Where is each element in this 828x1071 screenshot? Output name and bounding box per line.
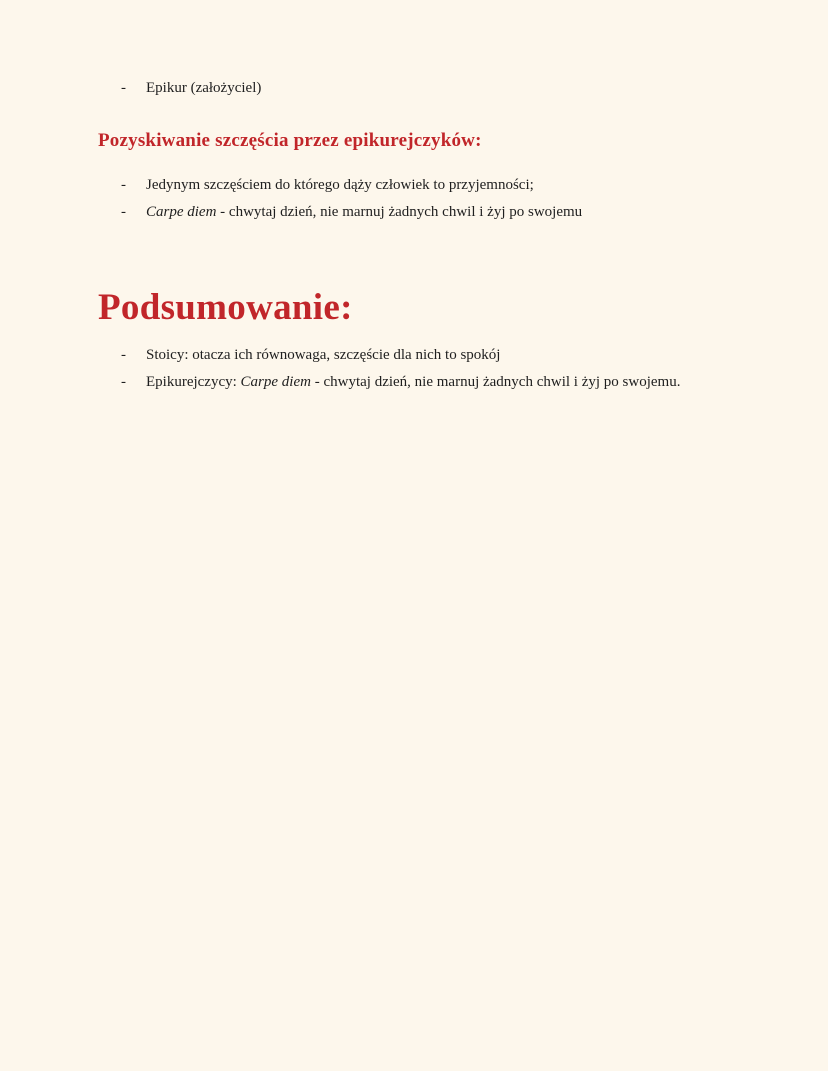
latin-phrase: Carpe diem [146, 204, 217, 220]
bullet-dash: - [121, 347, 126, 363]
list-item-text: Epikur (założyciel) [146, 80, 262, 96]
list-item-text [146, 369, 680, 396]
list-item-rest: - chwytaj dzień, nie marnuj żadnych chwil i żyj po swojemu. [310, 374, 681, 390]
latin-phrase: Carpe diem [240, 374, 311, 390]
list-item-prefix: Epikurejczycy: [146, 374, 241, 390]
bullet-dash: - [121, 177, 126, 193]
bullet-dash: - [121, 204, 126, 220]
bullet-dash: - [121, 80, 126, 96]
list-item-text: Jedynym szczęściem do którego dąży człowiek to przyjemności; [146, 177, 534, 193]
list-item-text: Stoicy: otacza ich równowaga, szczęście dla nich to spokój [146, 347, 501, 363]
summary-heading: Podsumowanie: [98, 287, 353, 328]
section-heading-happiness: Pozyskiwanie szczęścia przez epikurejczyków: [98, 130, 482, 151]
list-item-text [146, 199, 582, 226]
bullet-dash: - [121, 374, 126, 390]
list-item-rest: - chwytaj dzień, nie marnuj żadnych chwil i żyj po swojemu [216, 204, 583, 220]
